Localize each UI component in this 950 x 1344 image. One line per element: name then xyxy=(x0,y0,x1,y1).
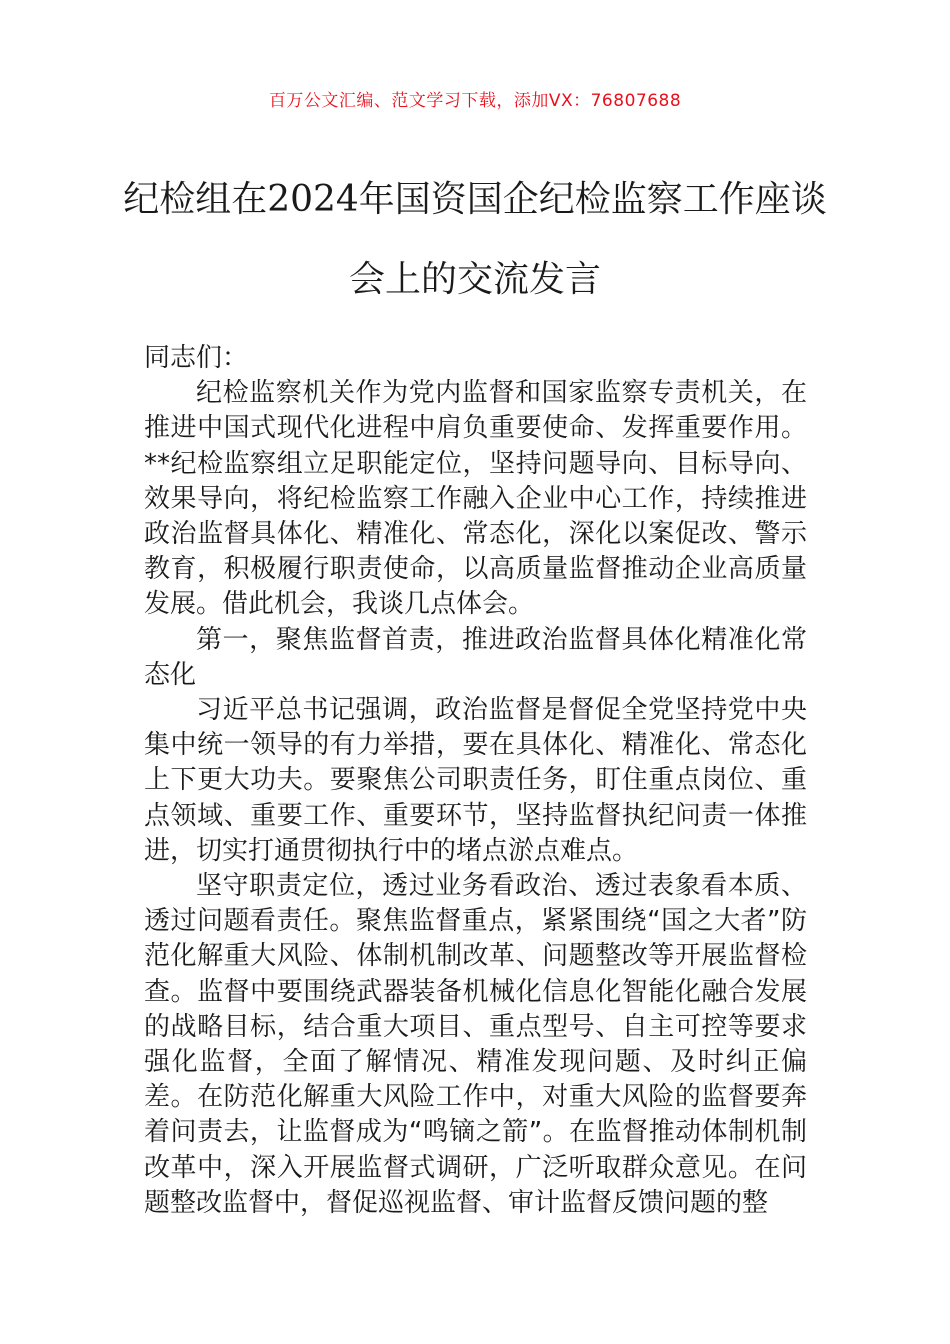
paragraph: 坚守职责定位，透过业务看政治、透过表象看本质、透过问题看责任。聚焦监督重点，紧紧围绕“国之大者”防范化解重大风险、体制机制改革、问题整改等开展监督检查。监督中要围绕武器装备机械化信息化智能化融合发展的战略目标，结合重大项目、重点型号、自主可控等要求强化监督，全面了解情况、精准发现问题、及时纠正偏差。在防范化解重大风险工作中，对重大风险的监督要奔着问责去，让监督成为“鸣镝之箭”。在监督推动体制机制改革中，深入开展监督式调研，广泛听取群众意见。在问题整改监督中，督促巡视监督、审计监督反馈问题的整 xyxy=(144,871,807,1218)
section-heading-first: 第一，聚焦监督首责，推进政治监督具体化精准化常态化 xyxy=(144,624,807,690)
salutation: 同志们： xyxy=(144,343,249,373)
watermark-header-note: 百万公文汇编、范文学习下载，添加VX：76807688 xyxy=(268,91,682,111)
document-title: 纪检组在2024年国资国企纪检监察工作座谈会上的交流发言 xyxy=(123,179,827,300)
paragraph: 习近平总书记强调，政治监督是督促全党坚持党中央集中统一领导的有力举措，要在具体化、精准化、常态化上下更大功夫。要聚焦公司职责任务，盯住重点岗位、重点领域、重要工作、重要环节，坚持监督执纪问责一体推进，切实打通贯彻执行中的堵点淤点难点。 xyxy=(144,695,807,866)
paragraph-intro: 纪检监察机关作为党内监督和国家监察专责机关，在推进中国式现代化进程中肩负重要使命、发挥重要作用。**纪检监察组立足职能定位，坚持问题导向、目标导向、效果导向，将纪检监察工作融入企业中心工作，持续推进政治监督具体化、精准化、常态化，深化以案促改、警示教育，积极履行职责使命，以高质量监督推动企业高质量发展。借此机会，我谈几点体会。 xyxy=(144,378,807,620)
document-body xyxy=(144,341,807,1221)
